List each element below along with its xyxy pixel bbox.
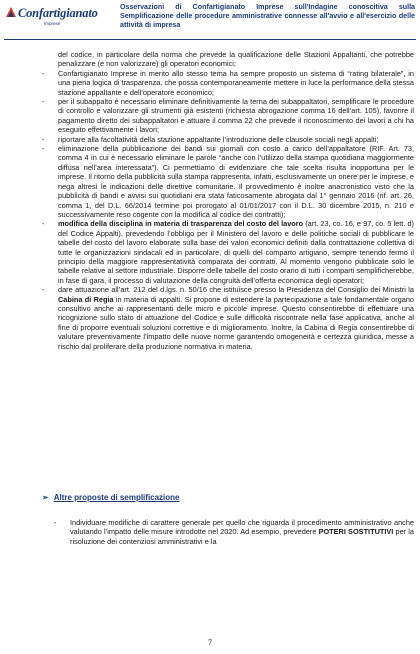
page-header [0, 0, 420, 40]
arrow-bullet-icon: ➢ [42, 493, 49, 502]
list-item-pubblicazione: - eliminazione della pubblicazione dei bandi sui giornali con costo a carico dell’appaltatore (RIF. Art. 73, comma 4 in cui è necessario eliminare le parole “anche con l’utilizzo della stampa quotidiana maggiormente diffusa nell’area interessata”). Ci permettiamo di evidenziare che tale scelta risulta inopportuna per le imprese. Il ritorno della pubblicità sulla stampa rappresenta, infatti, esclusivamente un onere per le imprese, e nega altresì le indicazioni delle direttive comunitarie. Il provvedimento è inoltre anacronistico visto che la pubblicità di bandi e avvisi sui quotidiani era stata faticosamente abrogata dal 1° gennaio 2016 (rif. art. 26, comma 1, del D.L. 66/2014 termine poi prorogato al 01/01/2017 con il D.L. 30 dicembre 2015, n. 210 e successivamente reso cogente con la modifica al codice dei contratti); [42, 144, 414, 219]
bullet-dash: - [42, 97, 45, 107]
bullet-dash: - [42, 219, 45, 229]
document-title: Osservazioni di Confartigianato Imprese sull'Indagine conoscitiva sulla Semplificazione delle procedure amministrative connesse all'avvio e all'esercizio delle attività di impresa [120, 3, 415, 29]
section-title: Altre proposte di semplificazione [53, 493, 180, 502]
list-item-rating: - Confartigianato Imprese in merito allo stesso tema ha sempre proposto un sistema di “rating bilaterale”, in una piena logica di trasparenza, che possa contemporaneamente mettere in luce la performance della stessa stazione appaltante e dell’operatore economico; [42, 68, 414, 97]
list-item-trasparenza: - modifica della disciplina in materia di trasparenza del costo del lavoro (art. 23, co. 16, e 97, co. 5 lett. d) del Codice Appalti), prevedendo l’obbligo per il Ministero del lavoro e delle politiche sociali di pubblicare le tabelle del costo del lavoro elaborate sulla base dei valori economici definiti dalla contrattazione collettiva di tutte le organizzazioni sindacali ed in particolare, di quelli del comparto artigiano, sempre tenendo fermo il principio della maggiore rappresentatività comparata dei contratti. Al momento vengono pubblicate solo le tabelle relative al settore industriale. Disporre delle tabelle del costo orario di tutti i comparti semplificherebbe, in fase di gara, il processo di valutazione della congruità dell’offerta economica degli operatori; [42, 219, 414, 285]
logo-subtitle: Imprese [44, 21, 61, 26]
confartigianato-logo [4, 4, 100, 38]
main-text [42, 50, 414, 351]
section-heading [42, 493, 180, 502]
bold-term: POTERI SOSTITUTIVI [318, 527, 394, 537]
header-divider [4, 39, 416, 40]
bullet-dash: - [42, 68, 45, 78]
logo-wordmark: Confartigianato [18, 6, 98, 20]
bullet-dash: - [42, 144, 45, 154]
bullet-dash: - [54, 518, 57, 527]
list-item-subappalto: - per il subappalto è necessario eliminare definitivamente la terna dei subappaltatori, semplificare le procedure di controllo e valorizzare gli strumenti già esistenti (richiesta abrogazione comma 16 dell’art. 105), favorire il pagamento diretto dei subappaltatori e attuare il comma 22 che prevede il riconoscimento dei lavori a chi ha eseguito effettivamente i lavori; [42, 97, 414, 135]
logo-mark-icon [4, 5, 18, 19]
section-text [54, 518, 414, 546]
bullet-dash: - [42, 134, 45, 144]
list-item-procedimento: - Individuare modifiche di carattere generale per quello che riguarda il procedimento amministrativo anche valutando l’impatto delle misure introdotte nel 2020. Ad esempio, prevedere POTERI SOSTITUTIVI per la risoluzione dei contenziosi amministrativi e la [54, 518, 415, 546]
bold-lead: modifica della disciplina in materia di trasparenza del costo del lavoro [58, 219, 304, 229]
bullet-dash: - [42, 285, 45, 295]
bold-term: Cabina di Regia [58, 294, 114, 304]
page-number: 7 [208, 638, 212, 647]
list-item-continuation: del codice, in particolare della norma che prevede la qualificazione delle Stazioni Appaltanti, che potrebbe penalizzare (e non valorizzare) gli operatori economici; [58, 50, 414, 69]
list-item-clausole: - riportare alla facoltatività della stazione appaltante l’introduzione delle clausole sociali negli appalti; [42, 134, 379, 144]
list-item-cabina-regia: - dare attuazione all’art. 212 del d.lgs. n. 50/16 che istituisce presso la Presidenza del Consiglio dei Ministri la Cabina di Regia in materia di appalti. Si propone di estendere la partecipazione a tale fondamentale organo consultivo anche ai rappresentanti delle micro e piccole imprese. Questo consentirebbe di effettuare una ricognizione sullo stato di attuazione del Codice e sulle difficoltà riscontrate nella fase applicativa, anche al fine di proporre eventuali soluzioni correttive e di miglioramento. Inoltre, la Cabina di Regia consentirebbe di valutare preventivamente l’impatto delle nuove norme garantendo omogeneità e certezza giuridica, messe a rischio dal proliferare della produzione normativa in materia. [42, 285, 414, 351]
